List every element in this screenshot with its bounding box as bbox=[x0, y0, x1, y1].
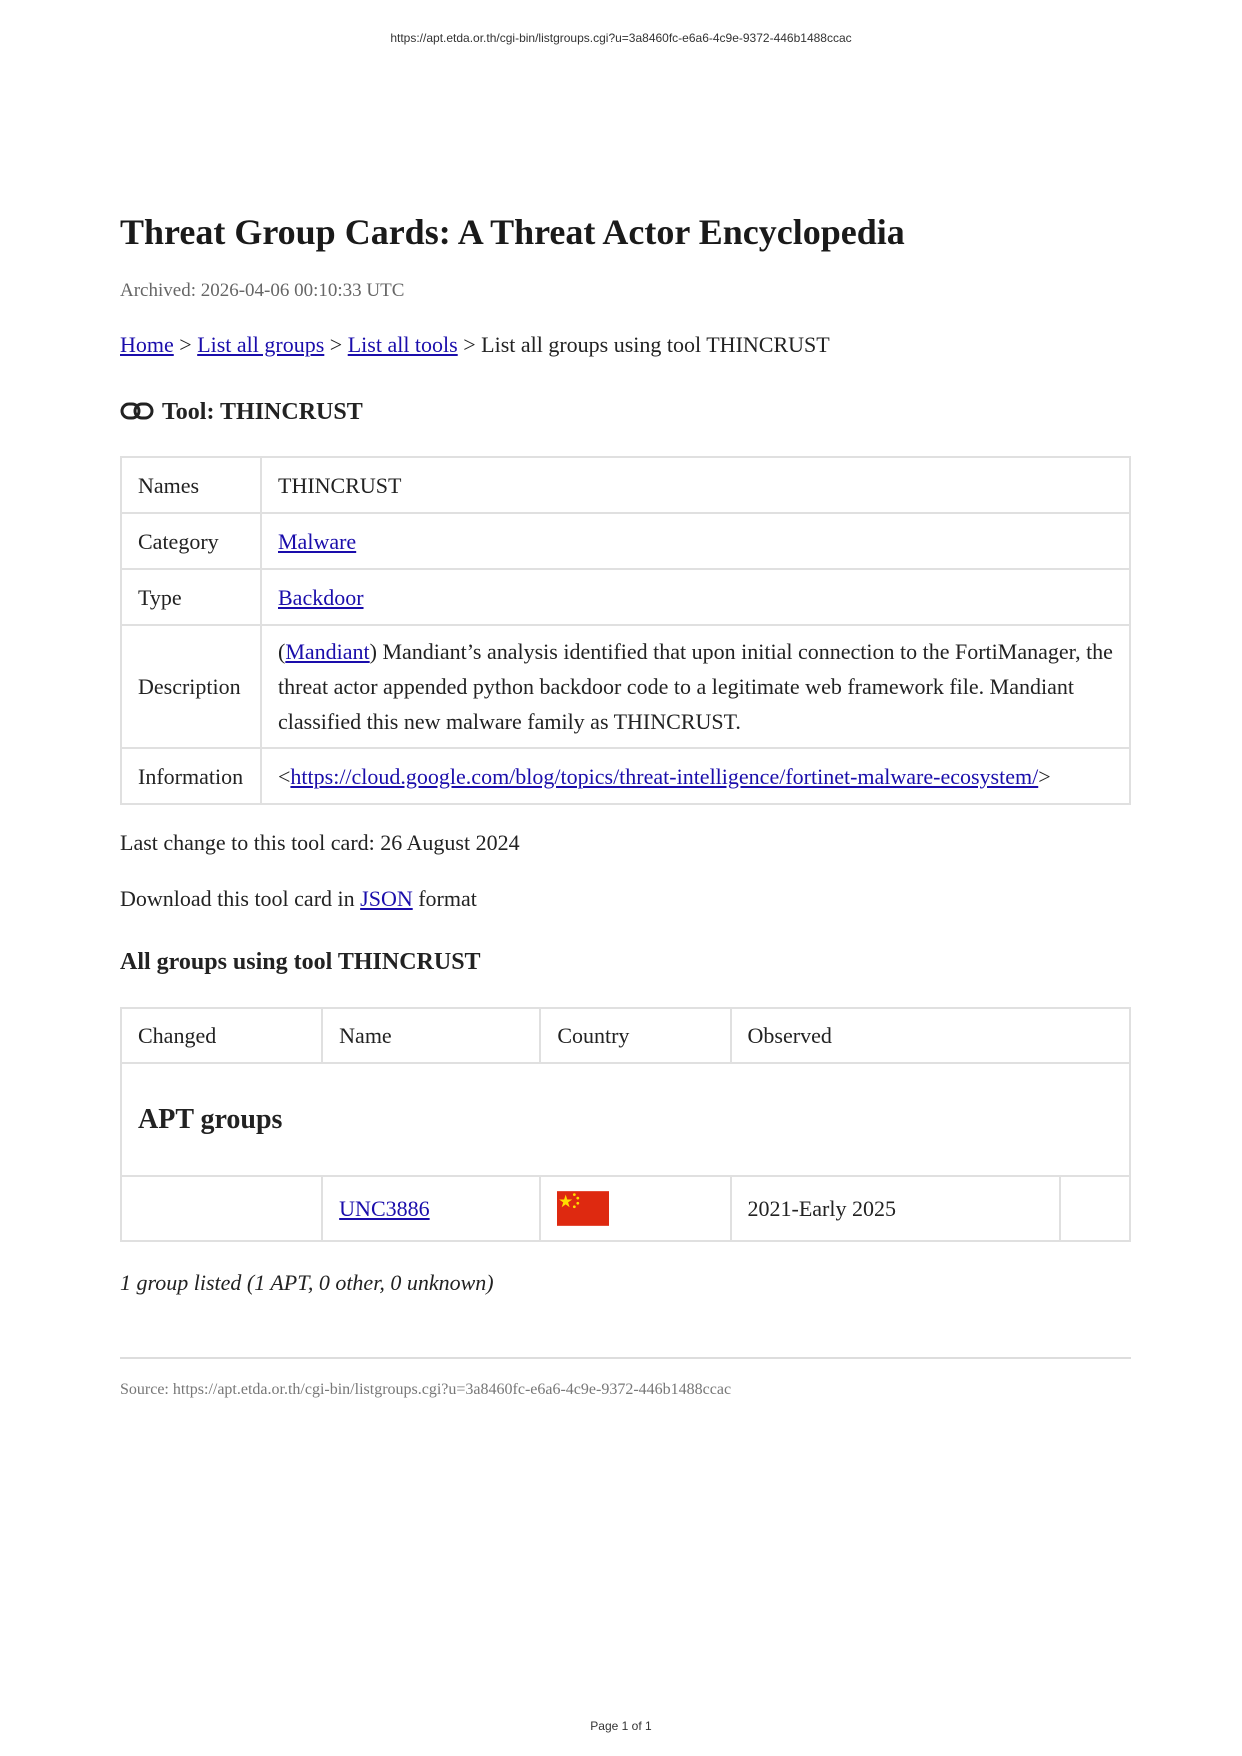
information-label: Information bbox=[121, 748, 261, 804]
breadcrumb bbox=[120, 331, 1131, 359]
column-header-observed: Observed bbox=[731, 1008, 1130, 1063]
table-row bbox=[121, 748, 1130, 804]
extra-cell bbox=[1060, 1176, 1130, 1241]
groups-table bbox=[120, 1007, 1131, 1242]
observed-cell: 2021-Early 2025 bbox=[731, 1176, 1061, 1241]
table-row bbox=[121, 625, 1130, 748]
information-open: < bbox=[278, 763, 291, 789]
name-cell bbox=[322, 1176, 540, 1241]
type-label: Type bbox=[121, 569, 261, 625]
table-row bbox=[121, 569, 1130, 625]
description-open-paren: ( bbox=[278, 639, 286, 664]
category-label: Category bbox=[121, 513, 261, 569]
description-cell bbox=[261, 625, 1130, 748]
breadcrumb-separator: > bbox=[463, 332, 476, 357]
description-text: ) Mandiant’s analysis identified that upon initial connection to the FortiManager, the threat actor appended python backdoor code to a legitimate web framework file. Mandiant classified this new malware family as THINCRUST. bbox=[278, 639, 1113, 734]
footer-divider bbox=[120, 1357, 1131, 1359]
download-prefix: Download this tool card in bbox=[120, 886, 355, 911]
category-cell bbox=[261, 513, 1130, 569]
page-number: Page 1 of 1 bbox=[590, 1719, 652, 1733]
names-label: Names bbox=[121, 457, 261, 513]
changed-cell bbox=[121, 1176, 322, 1241]
print-header-url: https://apt.etda.or.th/cgi-bin/listgroups.cgi?u=3a8460fc-e6a6-4c9e-9372-446b1488ccac bbox=[390, 31, 852, 45]
group-link-unc3886[interactable]: UNC3886 bbox=[339, 1195, 430, 1221]
tool-heading bbox=[120, 397, 1131, 427]
last-change-text: Last change to this tool card: 26 August 2024 bbox=[120, 830, 520, 855]
type-cell bbox=[261, 569, 1130, 625]
table-section-row bbox=[121, 1063, 1130, 1176]
groups-summary: 1 group listed (1 APT, 0 other, 0 unknown) bbox=[120, 1270, 494, 1295]
table-row bbox=[121, 513, 1130, 569]
download-suffix: format bbox=[418, 886, 477, 911]
column-header-changed: Changed bbox=[121, 1008, 322, 1063]
china-flag-icon bbox=[557, 1191, 609, 1226]
category-link[interactable]: Malware bbox=[278, 528, 357, 554]
section-label-apt-groups: APT groups bbox=[121, 1063, 1130, 1176]
json-download-link[interactable]: JSON bbox=[360, 886, 413, 911]
mandiant-source-link[interactable]: Mandiant bbox=[285, 639, 370, 664]
download-text bbox=[120, 885, 1131, 913]
information-close: > bbox=[1038, 763, 1051, 789]
breadcrumb-separator: > bbox=[179, 332, 192, 357]
table-row bbox=[121, 1176, 1130, 1241]
archived-timestamp: Archived: 2026-04-06 00:10:33 UTC bbox=[120, 280, 405, 301]
tool-info-table bbox=[120, 456, 1131, 805]
breadcrumb-home-link[interactable]: Home bbox=[120, 332, 174, 357]
information-cell bbox=[261, 748, 1130, 804]
groups-heading: All groups using tool THINCRUST bbox=[120, 949, 481, 975]
breadcrumb-tools-link[interactable]: List all tools bbox=[347, 332, 458, 357]
breadcrumb-separator: > bbox=[329, 332, 343, 357]
page-title: Threat Group Cards: A Threat Actor Encyclopedia bbox=[120, 212, 905, 252]
link-icon bbox=[120, 401, 154, 421]
breadcrumb-current: List all groups using tool THINCRUST bbox=[481, 332, 830, 357]
tool-heading-text: Tool: THINCRUST bbox=[162, 399, 363, 425]
names-value: THINCRUST bbox=[261, 457, 1130, 513]
table-header-row bbox=[121, 1008, 1130, 1063]
column-header-name: Name bbox=[322, 1008, 540, 1063]
page-content bbox=[120, 210, 1131, 1400]
description-label: Description bbox=[121, 625, 261, 748]
source-url: Source: https://apt.etda.or.th/cgi-bin/listgroups.cgi?u=3a8460fc-e6a6-4c9e-9372-446b1488ccac bbox=[120, 1381, 732, 1398]
column-header-country: Country bbox=[540, 1008, 730, 1063]
table-row bbox=[121, 457, 1130, 513]
breadcrumb-groups-link[interactable]: List all groups bbox=[197, 332, 325, 357]
information-link[interactable]: https://cloud.google.com/blog/topics/threat-intelligence/fortinet-malware-ecosystem/ bbox=[290, 763, 1039, 789]
type-link[interactable]: Backdoor bbox=[278, 584, 364, 610]
country-cell bbox=[540, 1176, 730, 1241]
